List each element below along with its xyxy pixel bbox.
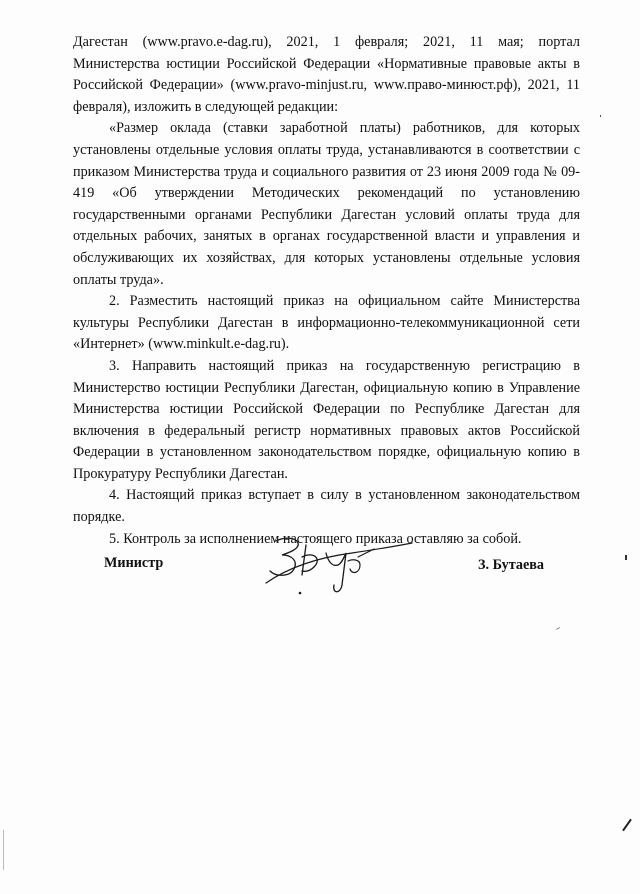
scan-speck (600, 115, 601, 117)
document-body (73, 32, 580, 550)
signer-title: Министр (104, 555, 164, 571)
handwritten-signature (262, 535, 422, 605)
signer-name: З. Бутаева (478, 557, 544, 573)
paragraph-item-4: 4. Настоящий приказ вступает в силу в установленном законодательством порядке. (73, 487, 580, 526)
paragraph-item-3: 3. Направить настоящий приказ на государственную регистрацию в Министерство юстиции Республики Дагестан, официальную копию в Управление Министерства юстиции Российской Федерации по Республике Дагестан для включения в федеральный регистр нормативных правовых актов Российской Федерации в установленном законодательством порядке, официальную копию в Прокуратуру Республики Дагестан. (73, 357, 580, 482)
paragraph-quoted-text: «Размер оклада (ставки заработной платы) работников, для которых установлены отдельные условия оплаты труда, устанавливаются в соответствии с приказом Министерства труда и социального развития от 23 июня 2009 года № 09-419 «Об утверждении Методических рекомендаций по установлению государственными органами Республики Дагестан условий оплаты труда для отдельных рабочих, занятых в органах государственной власти и управления и обслуживающих их хозяйствах, для которых установлены отдельные условия оплаты труда». (73, 120, 580, 288)
paragraph-item-5: 5. Контроль за исполнением настоящего приказа оставляю за собой. (109, 530, 522, 547)
paragraph-intro: Дагестан (www.pravo.e-dag.ru), 2021, 1 февраля; 2021, 11 мая; портал Министерства юстиции Российской Федерации «Нормативные правовые акты в Российской Федерации» (www.pravo-minjust.ru, www.право-минюст.рф), 2021, 11 февраля), изложить в следующей редакции: (73, 34, 580, 115)
signature-row (0, 545, 640, 615)
scan-speck (556, 627, 560, 630)
scan-edge-mark (622, 819, 632, 832)
scan-speck (625, 555, 627, 560)
paragraph-item-2: 2. Разместить настоящий приказ на официальном сайте Министерства культуры Республики Дагестан в информационно-телекоммуникационной сети «Интернет» (www.minkult.e-dag.ru). (73, 293, 580, 353)
scan-edge-line (3, 830, 4, 870)
